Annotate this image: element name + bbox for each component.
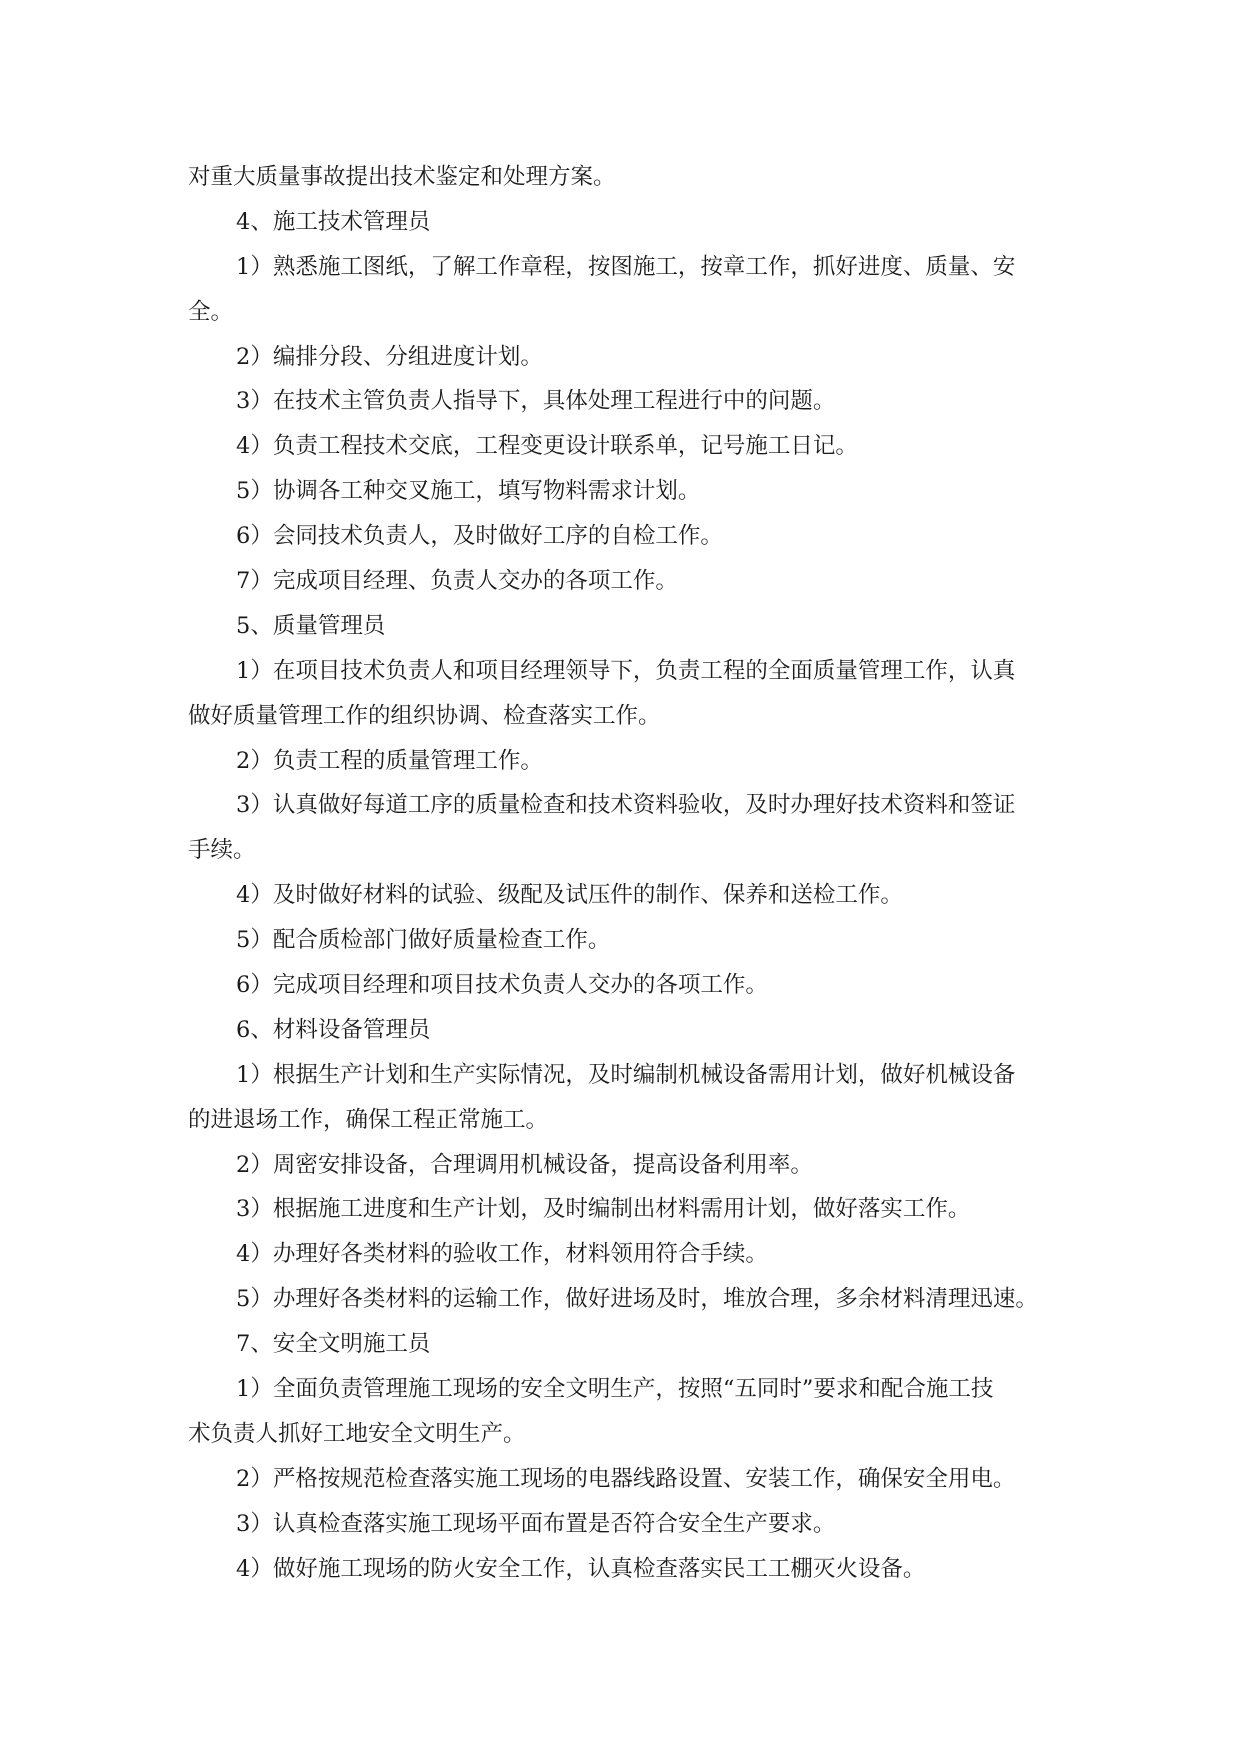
text-line: 3）根据施工进度和生产计划，及时编制出材料需用计划，做好落实工作。 bbox=[236, 1196, 971, 1223]
text-line: 6）会同技术负责人，及时做好工序的自检工作。 bbox=[236, 523, 723, 550]
section-heading: 6、材料设备管理员 bbox=[236, 1016, 431, 1043]
section-heading: 5、质量管理员 bbox=[236, 612, 386, 639]
text-line: 术负责人抓好工地安全文明生产。 bbox=[188, 1420, 526, 1447]
text-line: 手续。 bbox=[188, 837, 256, 864]
document-body bbox=[188, 155, 1054, 1592]
text-line: 5）协调各工种交叉施工，填写物料需求计划。 bbox=[236, 478, 701, 505]
text-line: 6）完成项目经理和项目技术负责人交办的各项工作。 bbox=[236, 972, 768, 999]
text-line: 2）严格按规范检查落实施工现场的电器线路设置、安装工作，确保安全用电。 bbox=[236, 1465, 1016, 1492]
section-heading: 4、施工技术管理员 bbox=[236, 208, 431, 235]
text-line: 2）编排分段、分组进度计划。 bbox=[236, 343, 543, 370]
text-line: 1）根据生产计划和生产实际情况，及时编制机械设备需用计划，做好机械设备 bbox=[236, 1061, 1016, 1088]
text-line: 2）周密安排设备，合理调用机械设备，提高设备利用率。 bbox=[236, 1151, 813, 1178]
text-line: 1）全面负责管理施工现场的安全文明生产，按照“五同时”要求和配合施工技 bbox=[236, 1376, 994, 1403]
text-line: 5）办理好各类材料的运输工作，做好进场及时，堆放合理，多余材料清理迅速。 bbox=[236, 1286, 1038, 1313]
text-line: 7）完成项目经理、负责人交办的各项工作。 bbox=[236, 568, 678, 595]
text-line: 对重大质量事故提出技术鉴定和处理方案。 bbox=[188, 164, 616, 190]
text-line: 2）负责工程的质量管理工作。 bbox=[236, 747, 543, 774]
text-line: 1）熟悉施工图纸，了解工作章程，按图施工，按章工作，抓好进度、质量、安 bbox=[236, 253, 1016, 280]
text-line: 3）认真做好每道工序的质量检查和技术资料验收，及时办理好技术资料和签证 bbox=[236, 792, 1016, 819]
text-line: 4）负责工程技术交底，工程变更设计联系单，记号施工日记。 bbox=[236, 433, 858, 460]
text-line: 1）在项目技术负责人和项目经理领导下，负责工程的全面质量管理工作，认真 bbox=[236, 657, 1016, 684]
text-line: 全。 bbox=[188, 298, 234, 325]
section-heading: 7、安全文明施工员 bbox=[236, 1331, 431, 1358]
text-line: 3）认真检查落实施工现场平面布置是否符合安全生产要求。 bbox=[236, 1510, 836, 1537]
text-line: 4）办理好各类材料的验收工作，材料领用符合手续。 bbox=[236, 1241, 768, 1268]
text-line: 做好质量管理工作的组织协调、检查落实工作。 bbox=[188, 702, 661, 729]
text-line: 4）及时做好材料的试验、级配及试压件的制作、保养和送检工作。 bbox=[236, 882, 903, 909]
text-line: 的进退场工作，确保工程正常施工。 bbox=[188, 1106, 549, 1133]
text-line: 5）配合质检部门做好质量检查工作。 bbox=[236, 927, 611, 954]
text-line: 4）做好施工现场的防火安全工作，认真检查落实民工工棚灭火设备。 bbox=[236, 1555, 926, 1582]
text-line: 3）在技术主管负责人指导下，具体处理工程进行中的问题。 bbox=[236, 388, 836, 415]
